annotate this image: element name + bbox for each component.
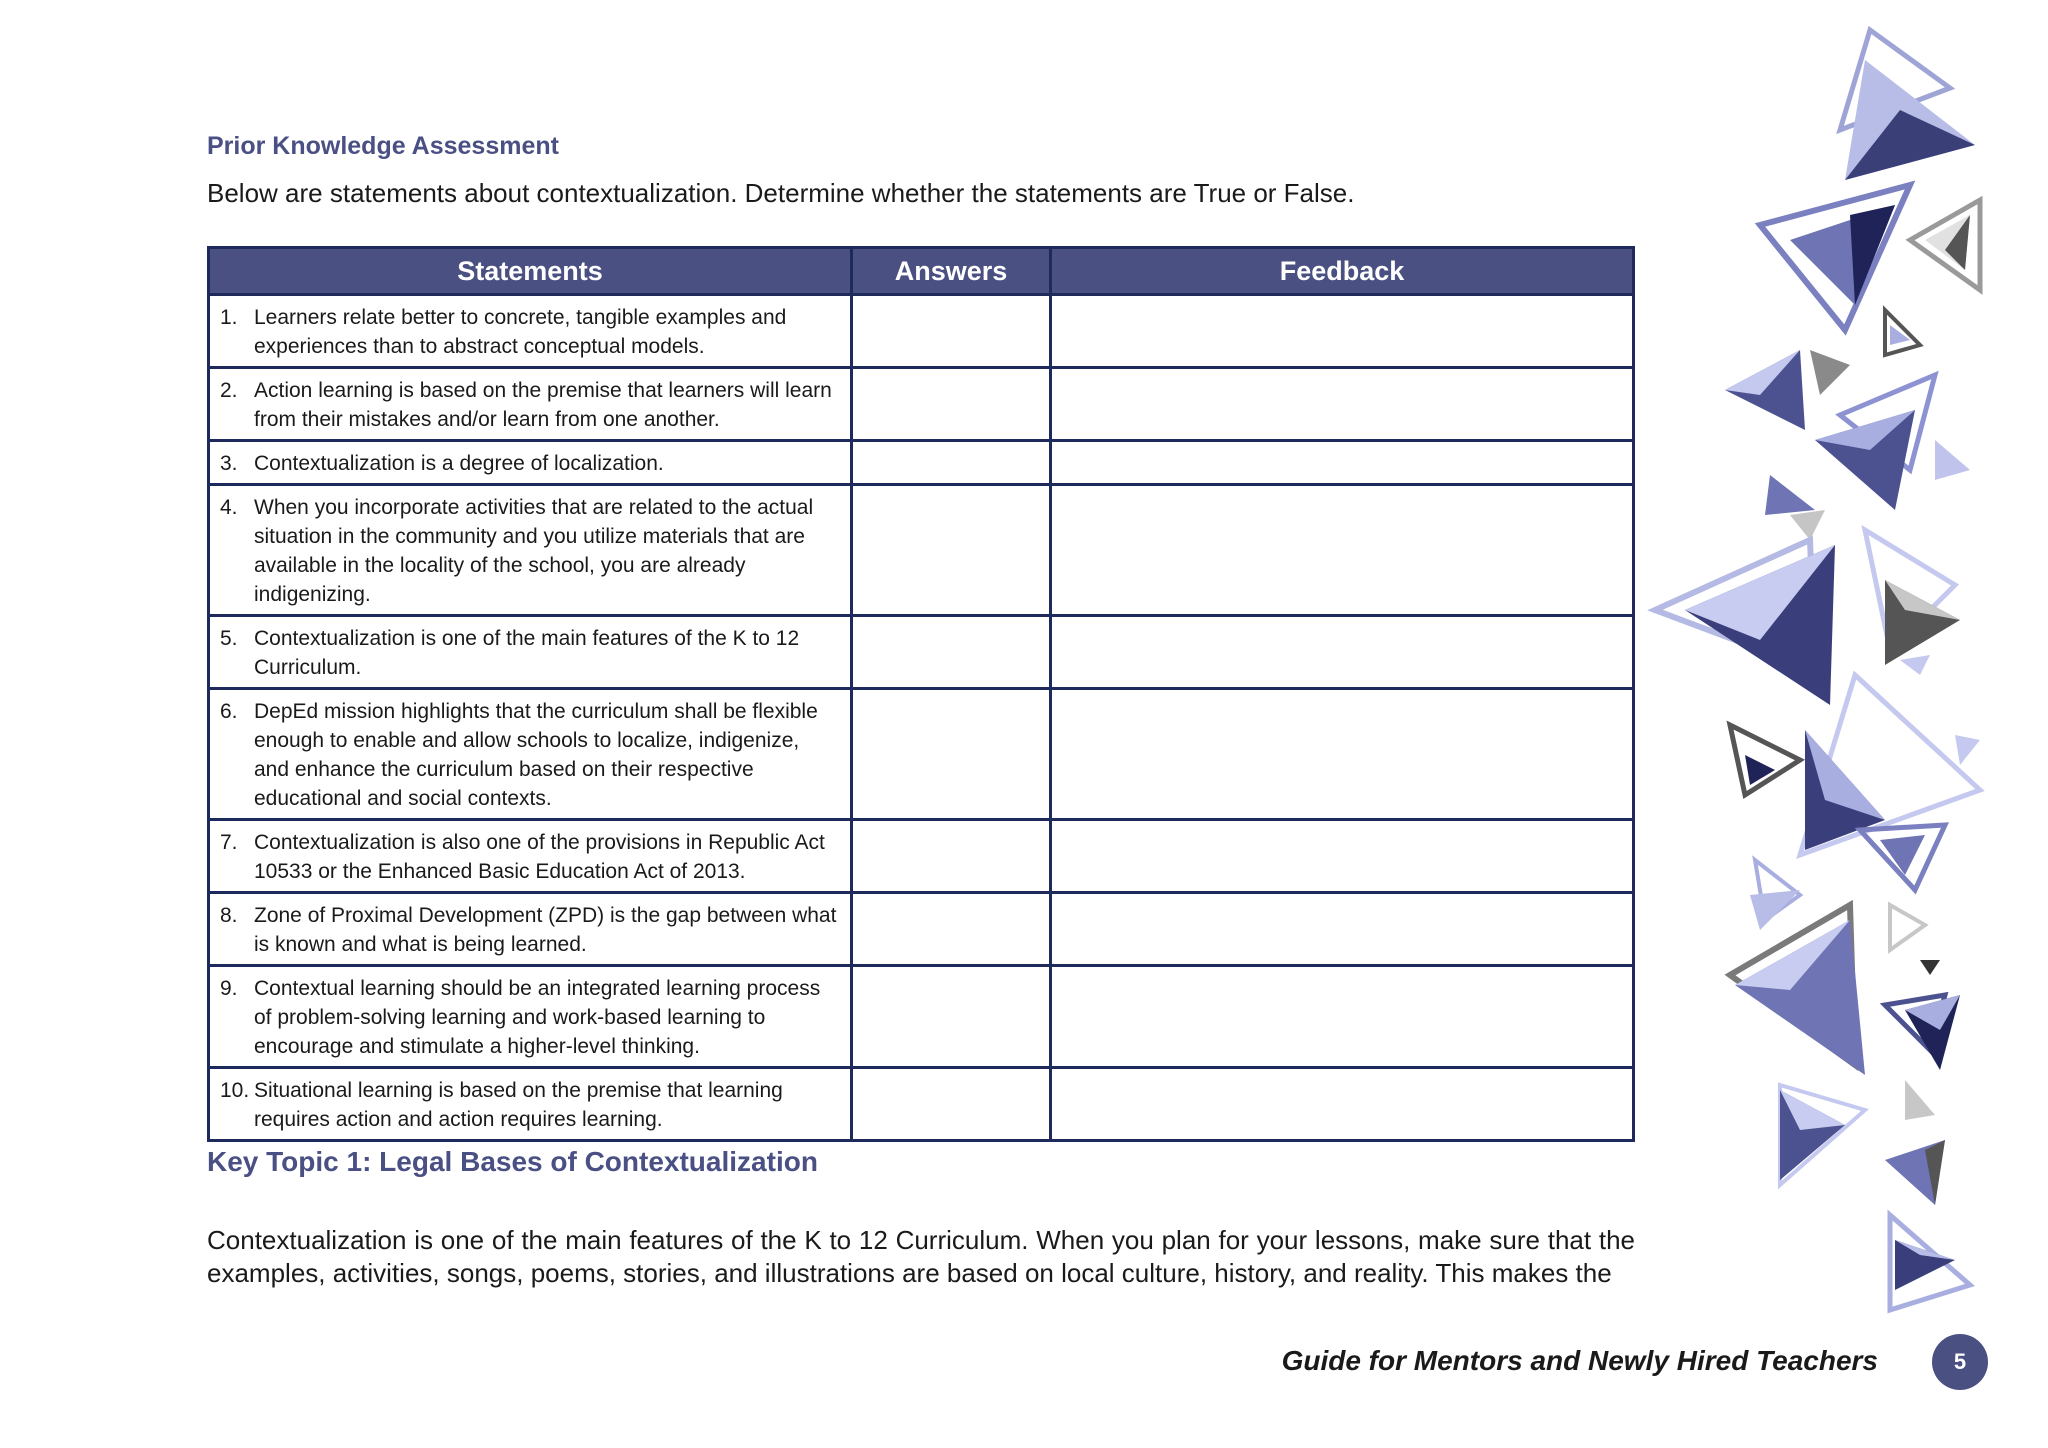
statement-cell <box>209 368 852 441</box>
table-row <box>209 368 1634 441</box>
table-row <box>209 966 1634 1068</box>
feedback-cell[interactable] <box>1051 689 1634 820</box>
table-row <box>209 689 1634 820</box>
statement-cell <box>209 820 852 893</box>
statement-cell <box>209 441 852 485</box>
answer-cell[interactable] <box>852 295 1051 368</box>
feedback-cell[interactable] <box>1051 966 1634 1068</box>
statement-number: 3. <box>220 452 238 475</box>
section-intro: Below are statements about contextualization. Determine whether the statements are True or False. <box>207 178 1355 208</box>
statement-text: When you incorporate activities that are related to the actual situation in the community and you utilize materials that are available in the locality of the school, you are already indigenizing. <box>254 496 814 606</box>
topic-heading: Key Topic 1: Legal Bases of Contextualization <box>207 1146 818 1177</box>
feedback-cell[interactable] <box>1051 485 1634 616</box>
statement-text: Contextualization is also one of the provisions in Republic Act 10533 or the Enhanced Basic Education Act of 2013. <box>254 831 825 883</box>
header-statements: Statements <box>209 248 852 295</box>
feedback-cell[interactable] <box>1051 820 1634 893</box>
page-number: 5 <box>1932 1334 1988 1390</box>
table-row <box>209 295 1634 368</box>
statement-text: DepEd mission highlights that the curriculum shall be flexible enough to enable and allow schools to localize, indigenize, and enhance the curriculum based on their respective educational and social contexts. <box>254 700 818 810</box>
table-row <box>209 820 1634 893</box>
feedback-cell[interactable] <box>1051 368 1634 441</box>
feedback-cell[interactable] <box>1051 893 1634 966</box>
statement-text: Zone of Proximal Development (ZPD) is the gap between what is known and what is being learned. <box>254 904 837 956</box>
statement-text: Contextualization is a degree of localization. <box>254 452 664 475</box>
footer-title: Guide for Mentors and Newly Hired Teachers <box>1281 1345 1878 1376</box>
section-heading: Prior Knowledge Assessment <box>207 132 559 160</box>
statement-text: Learners relate better to concrete, tangible examples and experiences than to abstract conceptual models. <box>254 306 787 358</box>
table-row <box>209 893 1634 966</box>
feedback-cell[interactable] <box>1051 1068 1634 1141</box>
assessment-table <box>207 246 1635 1142</box>
header-feedback: Feedback <box>1051 248 1634 295</box>
answer-cell[interactable] <box>852 1068 1051 1141</box>
feedback-cell[interactable] <box>1051 441 1634 485</box>
header-answers: Answers <box>852 248 1051 295</box>
answer-cell[interactable] <box>852 616 1051 689</box>
statement-text: Situational learning is based on the premise that learning requires action and action requires learning. <box>254 1079 783 1131</box>
table-row <box>209 1068 1634 1141</box>
statement-number: 9. <box>220 977 238 1000</box>
table-header-row <box>209 248 1634 295</box>
answer-cell[interactable] <box>852 966 1051 1068</box>
statement-cell <box>209 689 852 820</box>
feedback-cell[interactable] <box>1051 616 1634 689</box>
statement-text: Contextual learning should be an integrated learning process of problem-solving learning and work-based learning to encourage and stimulate a higher-level thinking. <box>254 977 821 1058</box>
statement-cell <box>209 966 852 1068</box>
table-row <box>209 441 1634 485</box>
answer-cell[interactable] <box>852 368 1051 441</box>
statement-number: 8. <box>220 904 238 927</box>
topic-paragraph: Contextualization is one of the main features of the K to 12 Curriculum. When you plan for your lessons, make sure that the examples, activities, songs, poems, stories, and illustrations are based on local culture, history, and reality. This makes the <box>207 1225 1635 1288</box>
answer-cell[interactable] <box>852 893 1051 966</box>
statement-number: 10. <box>220 1079 250 1102</box>
triangle-decoration <box>1640 0 2048 1448</box>
statement-number: 7. <box>220 831 238 854</box>
statement-cell <box>209 1068 852 1141</box>
statement-cell <box>209 295 852 368</box>
statement-cell <box>209 485 852 616</box>
statement-text: Action learning is based on the premise that learners will learn from their mistakes and/or learn from one another. <box>254 379 832 431</box>
table-row <box>209 485 1634 616</box>
statement-number: 6. <box>220 700 238 723</box>
answer-cell[interactable] <box>852 689 1051 820</box>
statement-cell <box>209 616 852 689</box>
table-row <box>209 616 1634 689</box>
statement-number: 4. <box>220 496 238 519</box>
answer-cell[interactable] <box>852 441 1051 485</box>
statement-number: 5. <box>220 627 238 650</box>
feedback-cell[interactable] <box>1051 295 1634 368</box>
statement-number: 2. <box>220 379 238 402</box>
statement-cell <box>209 893 852 966</box>
answer-cell[interactable] <box>852 485 1051 616</box>
statement-text: Contextualization is one of the main features of the K to 12 Curriculum. <box>254 627 800 679</box>
statement-number: 1. <box>220 306 238 329</box>
answer-cell[interactable] <box>852 820 1051 893</box>
